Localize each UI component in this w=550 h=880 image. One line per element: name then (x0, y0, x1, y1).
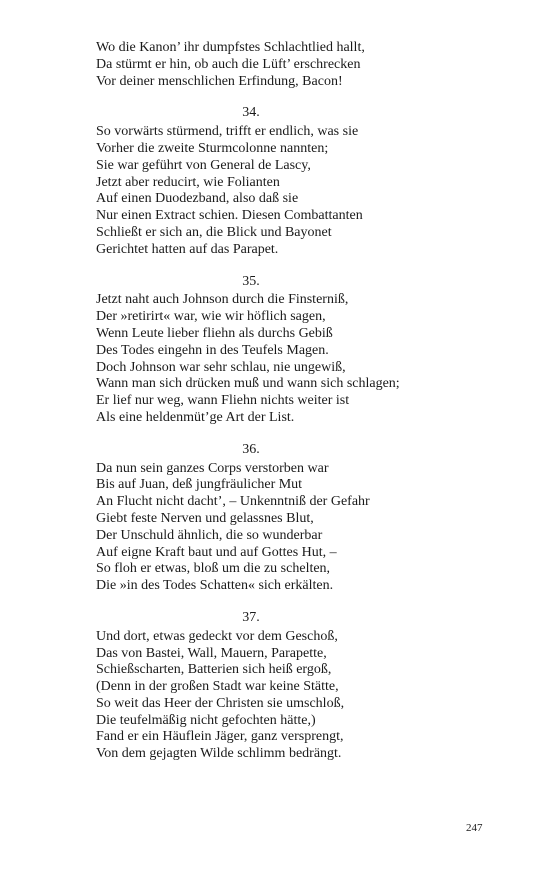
stanza (96, 105, 516, 258)
verse-line: Da stürmt er hin, ob auch die Lüft’ erschrecken (96, 56, 361, 72)
verse-line: Auf einen Duodezband, also daß sie (96, 191, 299, 207)
verse-line: Wann man sich drücken muß und wann sich schlagen; (96, 376, 400, 392)
verse-line: Sie war geführt von General de Lascy, (96, 157, 311, 173)
stanza-number: 34. (242, 105, 260, 121)
verse-line: Als eine heldenmüt’ge Art der List. (96, 409, 295, 425)
verse-line: Der »retirirt« war, wie wir höflich sagen, (96, 309, 326, 325)
verse-line: Doch Johnson war sehr schlau, nie ungewiß, (96, 359, 346, 375)
stanza (96, 442, 516, 595)
verse-line: Gerichtet hatten auf das Parapet. (96, 241, 279, 257)
poem-text (96, 40, 516, 763)
stanza-number: 36. (242, 441, 260, 457)
verse-line: Wo die Kanon’ ihr dumpfstes Schlachtlied hallt, (96, 40, 365, 55)
verse-line: So weit das Heer der Christen sie umschloß, (96, 695, 345, 711)
verse-line: So vorwärts stürmend, trifft er endlich, was sie (96, 124, 359, 140)
verse-line: So floh er etwas, bloß um die zu schelten, (96, 561, 331, 577)
verse-line: Die teufelmäßig nicht gefochten hätte,) (96, 712, 316, 728)
stanza-number: 35. (242, 273, 260, 289)
stanza-number: 37. (242, 609, 260, 625)
verse-line: Bis auf Juan, deß jungfräulicher Mut (96, 477, 303, 493)
verse-line: Giebt feste Nerven und gelassnes Blut, (96, 510, 314, 526)
stanza (96, 274, 516, 427)
verse-line: Jetzt naht auch Johnson durch die Finsterniß, (96, 292, 349, 308)
verse-line: Die »in des Todes Schatten« sich erkälten. (96, 578, 334, 594)
verse-line: Da nun sein ganzes Corps verstorben war (96, 460, 329, 476)
verse-line: (Denn in der großen Stadt war keine Stätte, (96, 679, 339, 695)
stanza (96, 40, 516, 90)
verse-line: Jetzt aber reducirt, wie Folianten (96, 174, 280, 190)
verse-line: Der Unschuld ähnlich, die so wunderbar (96, 527, 323, 543)
verse-line: Vor deiner menschlichen Erfindung, Bacon! (96, 73, 343, 89)
verse-line: Vorher die zweite Sturmcolonne nannten; (96, 140, 329, 156)
verse-line: Des Todes eingehn in des Teufels Magen. (96, 342, 329, 358)
verse-line: Wenn Leute lieber fliehn als durchs Gebiß (96, 325, 333, 341)
verse-line: An Flucht nicht dacht’, – Unkenntniß der Gefahr (96, 494, 370, 510)
verse-line: Fand er ein Häuflein Jäger, ganz versprengt, (96, 729, 344, 745)
verse-line: Nur einen Extract schien. Diesen Combattanten (96, 208, 363, 224)
verse-line: Auf eigne Kraft baut und auf Gottes Hut, – (96, 544, 337, 560)
page-number: 247 (466, 822, 483, 834)
verse-line: Schließt er sich an, die Blick und Bayonet (96, 224, 332, 240)
verse-line: Von dem gejagten Wilde schlimm bedrängt. (96, 746, 342, 762)
verse-line: Und dort, etwas gedeckt vor dem Geschoß, (96, 628, 338, 644)
verse-line: Das von Bastei, Wall, Mauern, Parapette, (96, 645, 327, 661)
verse-line: Schießscharten, Batterien sich heiß ergoß, (96, 662, 332, 678)
stanza (96, 610, 516, 763)
verse-line: Er lief nur weg, wann Fliehn nichts weiter ist (96, 393, 350, 409)
